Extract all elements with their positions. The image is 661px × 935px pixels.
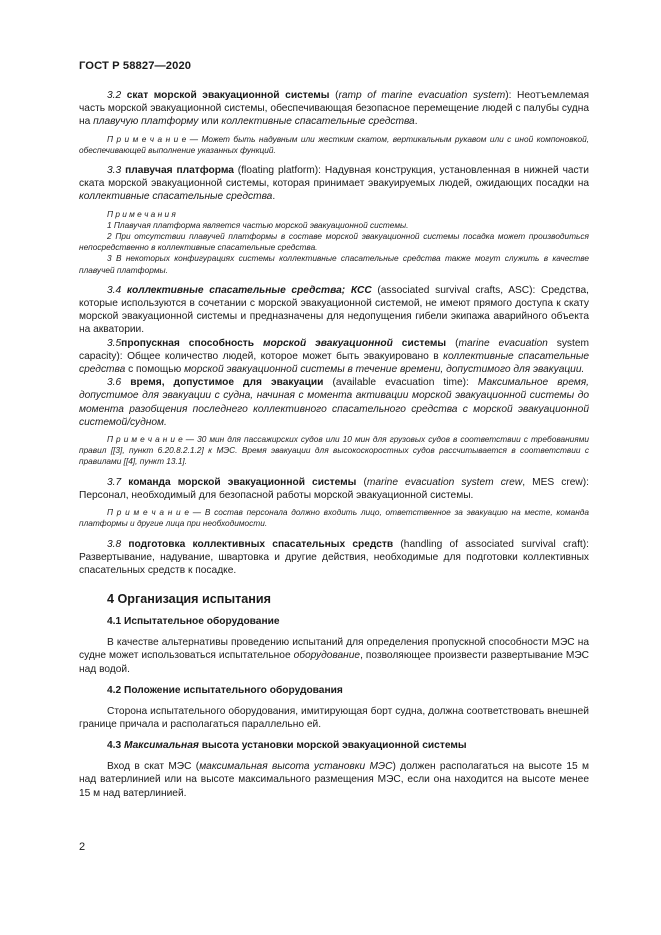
note-3-6: П р и м е ч а н и е — 30 мин для пассажирских судов или 10 мин для грузовых судов в соответствии с требованиями правил [[3], пункт 6.20.8.2.1.2] к МЭС. Время эвакуации для высокоскоростных судов рассчитывается в соответствии с правилами [[4], пункт 13.1]. — [79, 434, 589, 467]
definition-3-2: 3.2 скат морской эвакуационной системы (ramp of marine evacuation system): Неотъемлемая часть морской эвакуационной системы, обеспечивающая безопасное перемещение людей с палубы судна на плавучую платформу или коллективные спасательные средства. — [79, 90, 589, 128]
def-term: скат морской эвакуационной системы — [126, 90, 330, 101]
def-term: время, допустимое для эвакуации — [130, 377, 324, 389]
note-3-3-2: 2 При отсутствии плавучей платформы в составе морской эвакуационной системы посадка может производиться непосредственно в коллективные спасательные средства. — [79, 231, 589, 253]
document-header: ГОСТ Р 58827—2020 — [79, 60, 192, 72]
note-label: П р и м е ч а н и е — [107, 133, 187, 144]
paragraph-4-3: Вход в скат МЭС (максимальная высота установки МЭС) должен располагаться на высоте 15 м над ватерлинией или на высоте максимального размещения МЭС, если она находится на высоте менее 15 м над ватерлинией. — [79, 761, 589, 799]
subsection-heading-4-1: 4.1 Испытательное оборудование — [107, 616, 280, 628]
note-3-3-3: 3 В некоторых конфигурациях системы коллективные спасательные средства также могут служить в качестве плавучей платформы. — [79, 253, 589, 275]
definition-3-5: 3.5пропускная способность морской эвакуационной системы (marine evacuation system capacity): Общее количество людей, которое может быть эвакуировано в коллективные спасательные средства с помощью морской эвакуационной системы в течение времени, допустимого для эвакуации. — [79, 337, 589, 376]
subsection-heading-4-2: 4.2 Положение испытательного оборудования — [107, 684, 343, 696]
definition-3-7: 3.7 команда морской эвакуационной системы (marine evacuation system crew, MES crew): Персонал, необходимый для безопасной работы морской эвакуационной системы. — [79, 476, 589, 501]
def-term: команда морской эвакуационной системы — [128, 476, 357, 488]
def-number: 3.4 — [107, 284, 122, 296]
def-number: 3.8 — [107, 538, 122, 550]
note-label: П р и м е ч а н и е — [107, 507, 190, 518]
def-term: подготовка коллективных спасательных средств — [128, 538, 394, 550]
note-3-7: П р и м е ч а н и е — В состав персонала должно входить лицо, ответственное за эвакуацию на месте, команда платформы и другие лица при необходимости. — [79, 507, 589, 529]
note-3-2: П р и м е ч а н и е — Может быть надувным или жестким скатом, вертикальным рукавом или с иной компоновкой, обеспечивающей выполнение указанных функций. — [79, 133, 589, 155]
def-number: 3.2 — [107, 90, 122, 101]
subsection-heading-4-3: 4.3 Максимальная высота установки морской эвакуационной системы — [107, 740, 467, 752]
definition-3-3: 3.3 плавучая платформа (floating platform): Надувная конструкция, установленная в нижней части ската морской эвакуационной системы, которая принимает эвакуируемых людей, ожидающих посадки на коллективные спасательные средства. — [79, 165, 589, 203]
def-number: 3.7 — [107, 476, 122, 488]
page-number: 2 — [79, 841, 86, 853]
def-english: ramp of marine evacuation system — [338, 90, 506, 101]
definition-3-8: 3.8 подготовка коллективных спасательных средств (handling of associated survival craft): Развертывание, надувание, швартовка и другие действия, необходимые для подготовки коллективных спасательных средств к посадке. — [79, 538, 589, 576]
note-label: П р и м е ч а н и е — [107, 434, 183, 445]
definition-3-4: 3.4 коллективные спасательные средства; КСС (associated survival crafts, ASC): Средства, которые используются в сочетании с морской эвакуационной системой, не имеют прямого доступа к скату морской эвакуационной системы и предназначены для недопущения гибели экипажа аварийного объекта на акватории. — [79, 284, 589, 336]
paragraph-4-1: В качестве альтернативы проведению испытаний для определения пропускной способности МЭС на судне может использоваться испытательное оборудование, позволяющее произвести развертывание МЭС над водой. — [79, 637, 589, 675]
def-number: 3.6 — [107, 377, 122, 389]
def-number: 3.3 — [107, 165, 122, 177]
document-body — [79, 89, 589, 800]
def-number: 3.5 — [107, 337, 122, 349]
notes-label-3-3: П р и м е ч а н и я — [107, 208, 176, 219]
definition-3-6: 3.6 время, допустимое для эвакуации (available evacuation time): Максимальное время, допустимое для эвакуации с судна, начиная с момента активации морской эвакуационной системы до момента разобщения последнего коллективного спасательного средства с морской эвакуационной системой/судном. — [79, 377, 590, 428]
paragraph-4-2: Сторона испытательного оборудования, имитирующая борт судна, должна соответствовать внешней границе причала и располагаться параллельно ей. — [79, 705, 589, 730]
def-term: плавучая платформа — [125, 165, 234, 177]
section-heading-4: 4 Организация испытания — [107, 592, 271, 607]
note-3-3-1: 1 Плавучая платформа является частью морской эвакуационной системы. — [107, 219, 409, 230]
def-term: коллективные спасательные средства; КСС — [126, 284, 372, 296]
